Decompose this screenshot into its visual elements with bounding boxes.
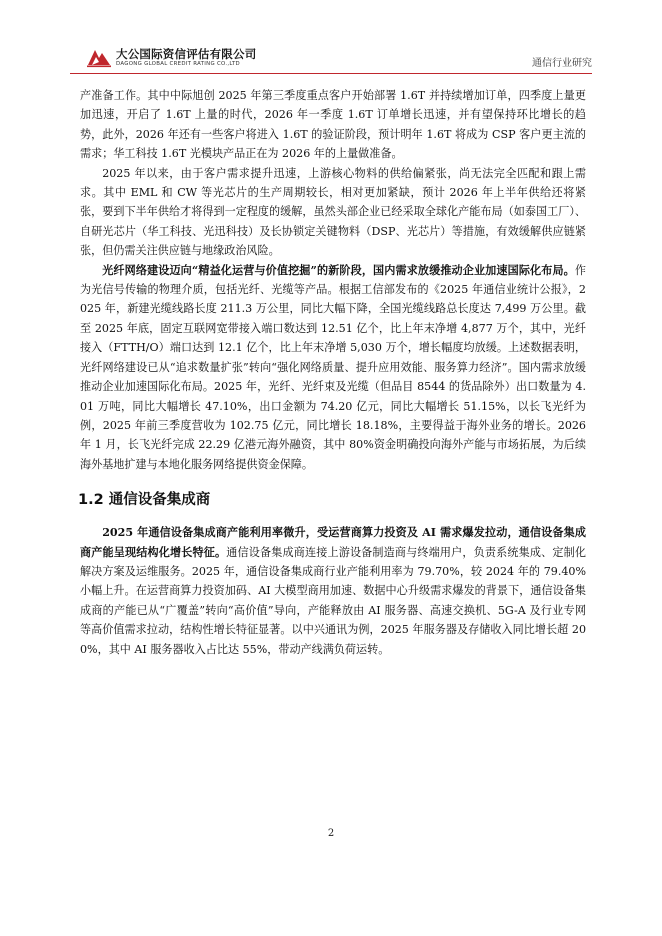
page-number: 2 bbox=[327, 828, 335, 839]
dagong-logo-icon bbox=[86, 46, 112, 68]
brand-name-en: DAGONG GLOBAL CREDIT RATING CO.,LTD bbox=[116, 61, 241, 67]
paragraph-continued: 产准备工作。其中中际旭创 2025 年第三季度重点客户开始部署 1.6T 并持续增加订单，四季度上量更加迅速，开启了 1.6T 上量的时代，2026 年一季度 1.6T 订单增长迅速，并有望保持环比增长的趋势，此外，2026 年还有一些客户将进入 1.6T 的验证阶段，预计明年 1.6T 将成为 CSP 客户更主流的需求；华工科技 1.6T 光模块产品正在为 2026 年的上量做准备。 bbox=[80, 89, 586, 161]
paragraph-integrators bbox=[80, 523, 586, 659]
paragraph-integrators-body: 通信设备集成商连接上游设备制造商与终端用户，负责系统集成、定制化解决方案及运维服务。2025 年，通信设备集成商行业产能利用率为 79.70%，较 2024 年的 79.40%小幅上升。在运营商算力投资加码、AI 大模型商用加速、数据中心升级需求爆发的背景下，通信设备集成商的产能已从“广覆盖”转向“高价值”导向，产能释放由 AI 服务器、高速交换机、5G-A 及行业专网等高价值需求拉动，结构性增长特征显著。以中兴通讯为例，2025 年服务器及存储收入同比增长超 200%，其中 AI 服务器收入占比达 55%，带动产线满负荷运转。 bbox=[80, 545, 586, 656]
paragraph-integrators-lead: 2025 年通信设备集成商产能利用率微升，受运营商算力投资及 AI 需求爆发拉动，通信设备集成商产能呈现结构化增长特征。 bbox=[80, 526, 586, 559]
section-heading: 1.2 通信设备集成商 bbox=[78, 492, 211, 509]
page-header bbox=[70, 44, 592, 76]
document-body bbox=[80, 86, 586, 659]
header-divider bbox=[70, 73, 592, 74]
paragraph-supply-chain: 2025 年以来，由于客户需求提升迅速，上游核心物料的供给偏紧张，尚无法完全匹配和跟上需求。其中 EML 和 CW 等光芯片的生产周期较长，相对更加紧缺，预计 2026 年上半年供给还将紧张，要到下半年供给才将得到一定程度的缓解，虽然头部企业已经采取全球化产能布局（如泰国工厂）、自研光芯片（华工科技、光迅科技）及长协锁定关键物料（DSP、光芯片）等措施，有效缓解供应链紧张，但仍需关注供应链与地缘政治风险。 bbox=[80, 166, 586, 258]
paragraph-fiber-network bbox=[80, 261, 586, 474]
paragraph-fiber-network-body: 作为光信号传输的物理介质，包括光纤、光缆等产品。根据工信部发布的《2025 年通信业统计公报》，2025 年，新建光缆线路长度 211.3 万公里，同比大幅下降，全国光缆线路总长度达 7,499 万公里。截至 2025 年底，固定互联网宽带接入端口数达到 12.51 亿个，比上年末净增 4,877 万个，其中，光纤接入（FTTH/O）端口达到 12.1 亿个，比上年末净增 5,030 万个，增长幅度均放缓。上述数据表明，光纤网络建设已从“追求数量扩张”转向“强化网络质量、提升应用效能、服务算力经济”。国内需求放缓推动企业加速国际化布局。2025 年，光纤、光纤束及光缆（但品目 8544 的货品除外）出口数量为 4.01 万吨，同比大幅增长 47.10%，出口金额为 74.20 亿元，同比大幅增长 51.15%，以长飞光纤为例，2025 年前三季度营收为 102.75 亿元，同比增长 18.18%，主要得益于海外业务的增长。2026 年 1 月，长飞光纤完成 22.29 亿港元海外融资，其中 80%资金明确投向海外产能与市场拓展，为后续海外基地扩建与本地化服务网络提供资金保障。 bbox=[80, 263, 586, 471]
report-type-label: 通信行业研究 bbox=[532, 58, 592, 69]
brand-name-cn: 大公国际资信评估有限公司 bbox=[116, 47, 257, 61]
paragraph-fiber-network-lead: 光纤网络建设迈向“精益化运营与价值挖掘”的新阶段，国内需求放缓推动企业加速国际化布局。 bbox=[102, 263, 575, 277]
